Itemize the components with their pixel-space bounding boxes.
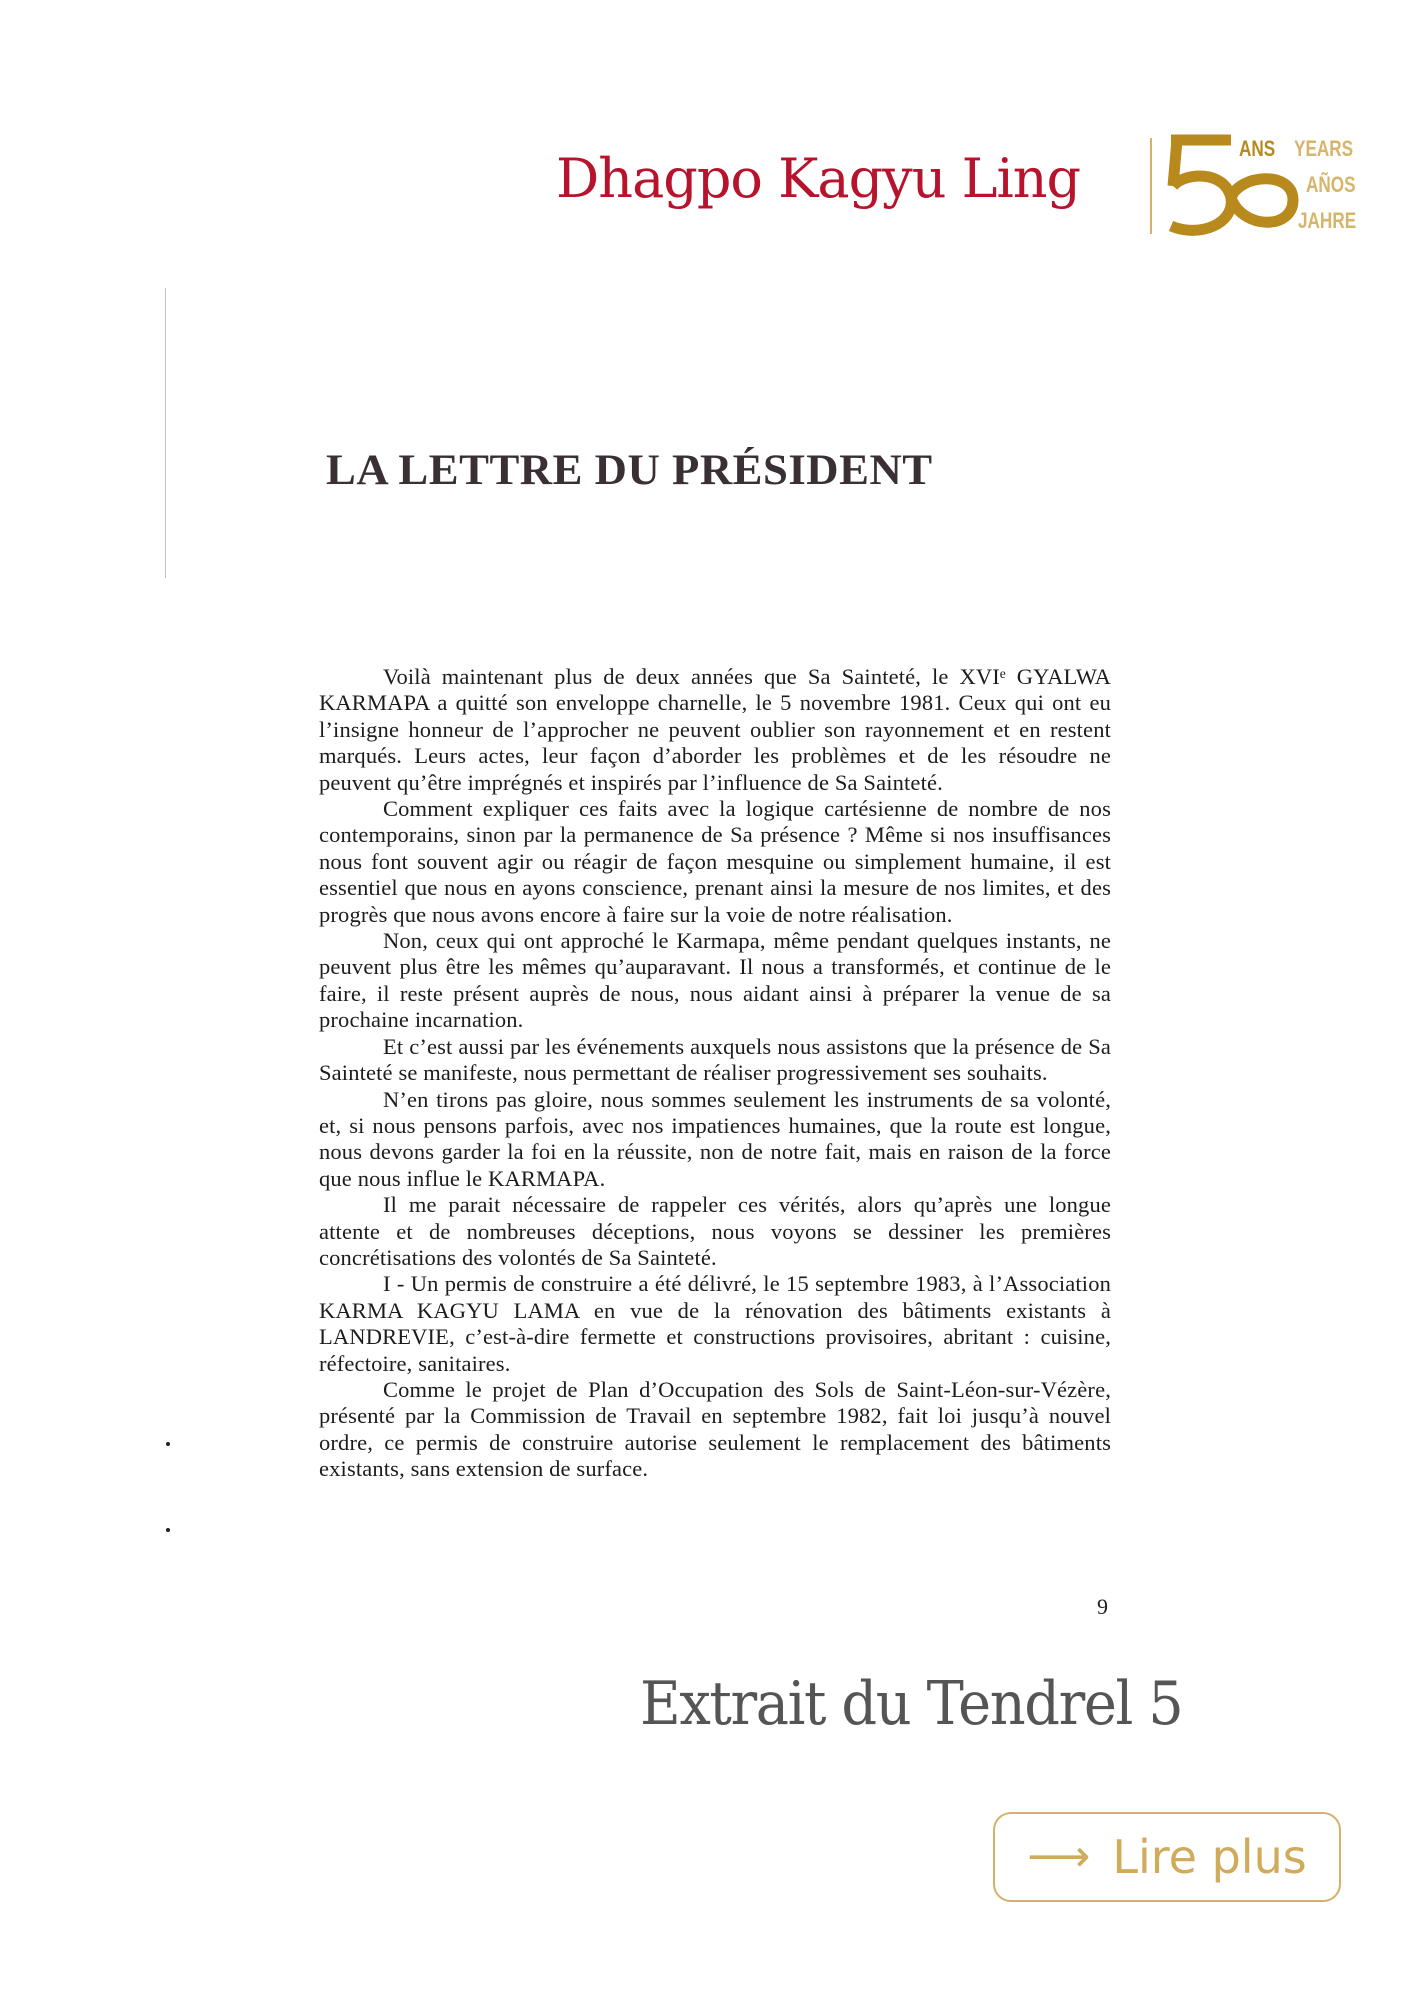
excerpt-caption: Extrait du Tendrel 5 (640, 1669, 1183, 1739)
anniversary-badge (1163, 134, 1373, 240)
paragraph: Et c’est aussi par les événements auxquels nous assistons que la présence de Sa Sainteté se manifeste, nous permettant de réaliser progressivement ses souhaits. (319, 1033, 1111, 1086)
paragraph: Non, ceux qui ont approché le Karmapa, même pendant quelques instants, ne peuvent plus être les mêmes qu’auparavant. Il nous a transformés, et continue de le faire, il reste présent auprès de nous, nous aidant ainsi à préparer la venue de sa prochaine incarnation. (319, 928, 1111, 1033)
scan-speck (166, 1442, 170, 1446)
document-body (319, 664, 1111, 1483)
paragraph: Comme le projet de Plan d’Occupation des Sols de Saint-Léon-sur-Vézère, présenté par la Commission de Travail en septembre 1982, fait loi jusqu’à nouvel ordre, ce permis de construire autorise seulement le remplacement des bâtiments existants, sans extension de surface. (319, 1376, 1111, 1482)
document-title: LA LETTRE DU PRÉSIDENT (326, 446, 933, 494)
anniversary-label-years: YEARS (1294, 136, 1354, 161)
read-more-label: Lire plus (1112, 1830, 1307, 1884)
paragraph: N’en tirons pas gloire, nous sommes seulement les instruments de sa volonté, et, si nous pensons parfois, avec nos impatiences humaines, que la route est longue, nous devons garder la foi en la réussite, non de notre fait, mais en raison de la force que nous influe le KARMAPA. (319, 1086, 1111, 1191)
anniversary-label-anos: AÑOS (1306, 172, 1356, 197)
read-more-button[interactable] (993, 1812, 1341, 1902)
paragraph: Voilà maintenant plus de deux années que Sa Sainteté, le XVIᵉ GYALWA KARMAPA a quitté son enveloppe charnelle, le 5 novembre 1981. Ceux qui ont eu l’insigne honneur de l’approcher ne peuvent oublier son rayonnement et en restent marqués. Leurs actes, leur façon d’aborder les problèmes et de les résoudre ne peuvent qu’être imprégnés et inspirés par l’influence de Sa Sainteté. (319, 664, 1111, 795)
scan-speck (166, 1528, 170, 1532)
brand-name: Dhagpo Kagyu Ling (556, 147, 1081, 210)
paragraph: Il me parait nécessaire de rappeler ces vérités, alors qu’après une longue attente et de nombreuses déceptions, nous voyons se dessiner les premières concrétisations des volontés de Sa Sainteté. (319, 1192, 1111, 1270)
anniversary-label-ans: ANS (1239, 136, 1276, 161)
fifty-infinity-logo-icon (1163, 134, 1303, 240)
logo-divider (1150, 138, 1152, 234)
scan-edge-line (165, 288, 166, 578)
paragraph: I - Un permis de construire a été délivré, le 15 septembre 1983, à l’Association KARMA KAGYU LAMA en vue de la rénovation des bâtiments existants à LANDREVIE, c’est-à-dire fermette et constructions provisoires, abritant : cuisine, réfectoire, sanitaires. (319, 1271, 1111, 1376)
page-number: 9 (1097, 1594, 1108, 1619)
long-right-arrow-icon: ⟶ (1027, 1831, 1091, 1882)
paragraph: Comment expliquer ces faits avec la logique cartésienne de nombre de nos contemporains, sinon par la permanence de Sa présence ? Même si nos insuffisances nous font souvent agir ou réagir de façon mesquine ou simplement humaine, il est essentiel que nous en ayons conscience, prenant ainsi la mesure de nos limites, et des progrès que nous avons encore à faire sur la voie de notre réalisation. (319, 796, 1111, 927)
anniversary-label-jahre: JAHRE (1298, 208, 1357, 233)
